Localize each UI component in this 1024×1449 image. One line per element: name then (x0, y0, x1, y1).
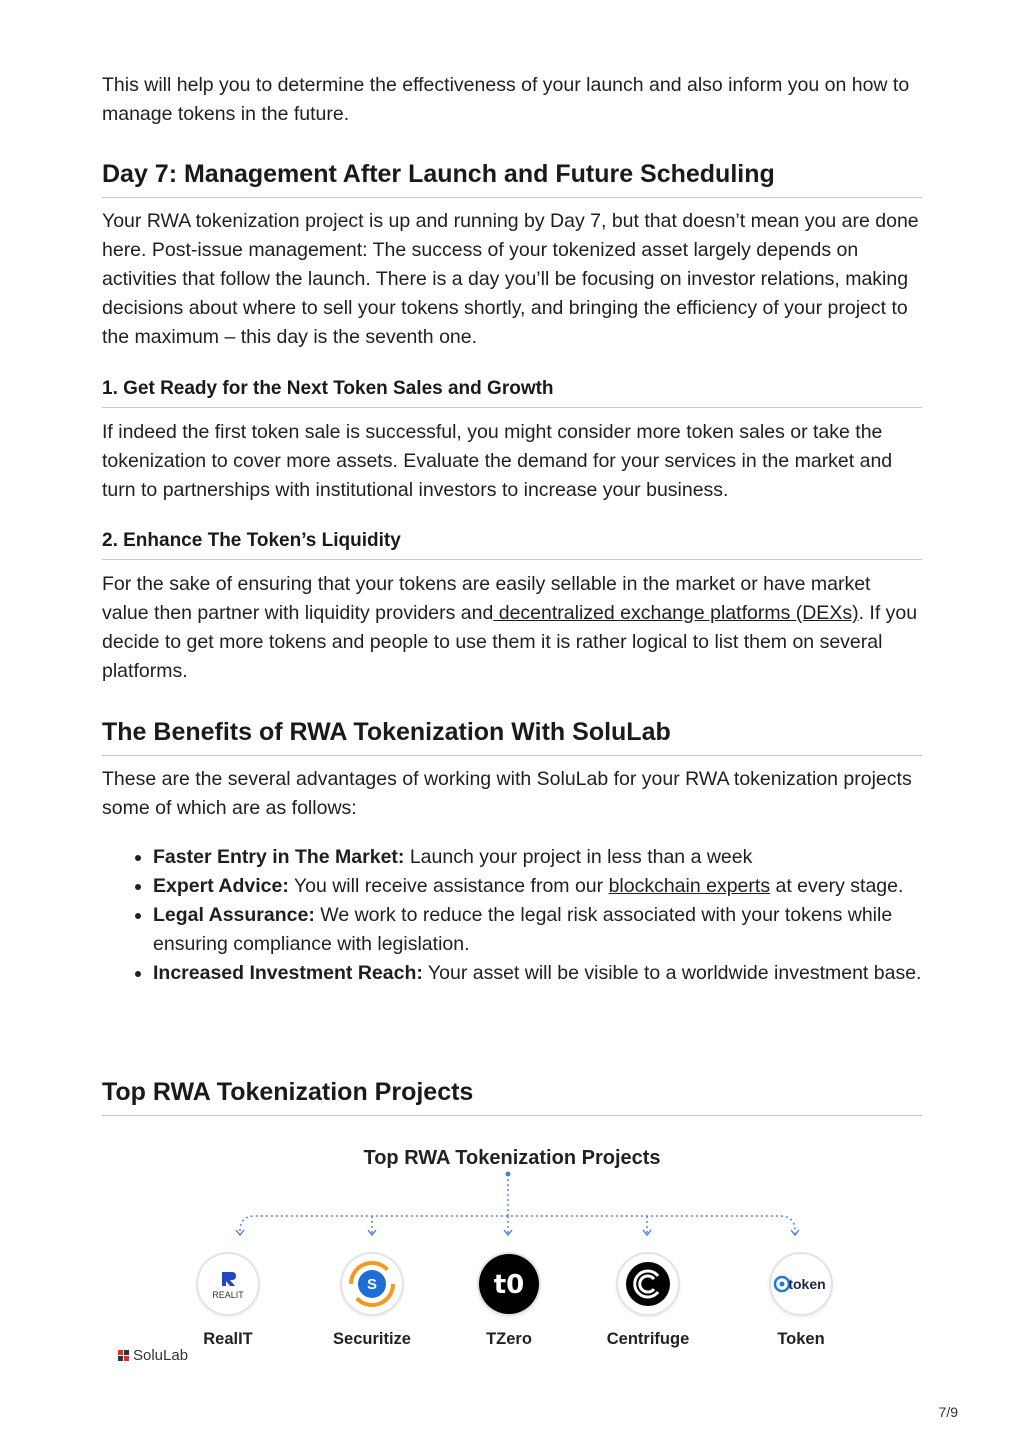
benefit-title: Expert Advice: (153, 875, 289, 897)
intro-paragraph: This will help you to determine the effectiveness of your launch and also inform you on how to manage tokens in the future. (102, 74, 910, 125)
section1-body: If indeed the first token sale is successful, you might consider more token sales or take the tokenization to cover more assets. Evaluate the demand for your services in the market and turn to partnerships with institutional investors to increase your business. (102, 421, 893, 501)
section2 (102, 529, 922, 686)
section2-body-end: . If you decide to get more tokens and people to use them it is rather logical to list them on several platforms. (102, 602, 918, 682)
benefit-title: Legal Assurance: (153, 904, 315, 926)
section2-body (102, 570, 922, 686)
benefit-title: Increased Investment Reach: (153, 962, 423, 984)
list-item (153, 872, 922, 901)
projects-heading: Top RWA Tokenization Projects (102, 1077, 922, 1116)
node-label: Securitize (333, 1330, 411, 1348)
svg-text:REALIT: REALIT (212, 1290, 244, 1300)
node-label: TZero (486, 1330, 532, 1348)
benefits-list (102, 843, 922, 988)
blockchain-experts-link[interactable]: blockchain experts (608, 875, 771, 897)
svg-text:S: S (366, 1276, 378, 1293)
project-node-token (731, 1254, 871, 1349)
node-label: RealIT (203, 1330, 253, 1348)
solulab-logo-icon (118, 1350, 130, 1362)
benefit-text-end: at every stage. (770, 875, 904, 897)
benefits-intro: These are the several advantages of working with SoluLab for your RWA tokenization projects some of which are as follows: (102, 768, 912, 819)
list-item (153, 843, 922, 872)
brand-name: SoluLab (133, 1347, 189, 1364)
day7-heading: Day 7: Management After Launch and Future Scheduling (102, 159, 922, 198)
benefit-text: Launch your project in less than a week (404, 846, 753, 868)
benefit-text: We work to reduce the legal risk associated with your tokens while ensuring compliance with legislation. (153, 904, 893, 955)
svg-text:t0: t0 (493, 1270, 525, 1300)
section2-heading: 2. Enhance The Token’s Liquidity (102, 529, 922, 560)
project-node-securitize (302, 1254, 442, 1349)
page-number: 7/9 (938, 1404, 958, 1420)
section1-heading: 1. Get Ready for the Next Token Sales and Growth (102, 377, 922, 408)
projects-section (102, 1077, 922, 1116)
project-node-realit (158, 1254, 298, 1349)
benefit-text: You will receive assistance from our (288, 875, 609, 897)
node-label: Centrifuge (606, 1330, 690, 1348)
section1 (102, 377, 922, 505)
benefits-section (102, 717, 922, 988)
list-item (153, 901, 922, 959)
project-node-centrifuge (578, 1254, 718, 1349)
day7-section (102, 159, 922, 352)
realt-logo-icon (198, 1254, 258, 1314)
token-logo-icon (771, 1254, 831, 1314)
projects-diagram (102, 1126, 922, 1376)
day7-body: Your RWA tokenization project is up and running by Day 7, but that doesn’t mean you are done here. Post-issue management: The success of your tokenized asset largely depends on activities that follow the launch. There is a day you’ll be focusing on investor relations, making decisions about where to sell your tokens shortly, and bringing the efficiency of your project to the maximum – this day is the seventh one. (102, 210, 919, 348)
securitize-logo-icon (342, 1254, 402, 1314)
node-label: Token (777, 1330, 825, 1348)
dex-link[interactable]: decentralized exchange platforms (DEXs) (493, 602, 859, 624)
centrifuge-logo-icon (618, 1254, 678, 1314)
section2-body-start: For the sake of ensuring that your tokens are easily sellable in the market or have market value then partner with liquidity providers and (102, 573, 871, 624)
benefit-text: Your asset will be visible to a worldwide investment base. (422, 962, 922, 984)
diagram-title: Top RWA Tokenization Projects (363, 1147, 661, 1169)
benefits-heading: The Benefits of RWA Tokenization With SoluLab (102, 717, 922, 756)
solulab-brand (118, 1347, 188, 1364)
benefit-title: Faster Entry in The Market: (153, 846, 405, 868)
project-node-tzero (439, 1254, 579, 1349)
list-item (153, 959, 922, 988)
svg-text:token: token (788, 1276, 826, 1292)
tzero-logo-icon (479, 1254, 539, 1314)
